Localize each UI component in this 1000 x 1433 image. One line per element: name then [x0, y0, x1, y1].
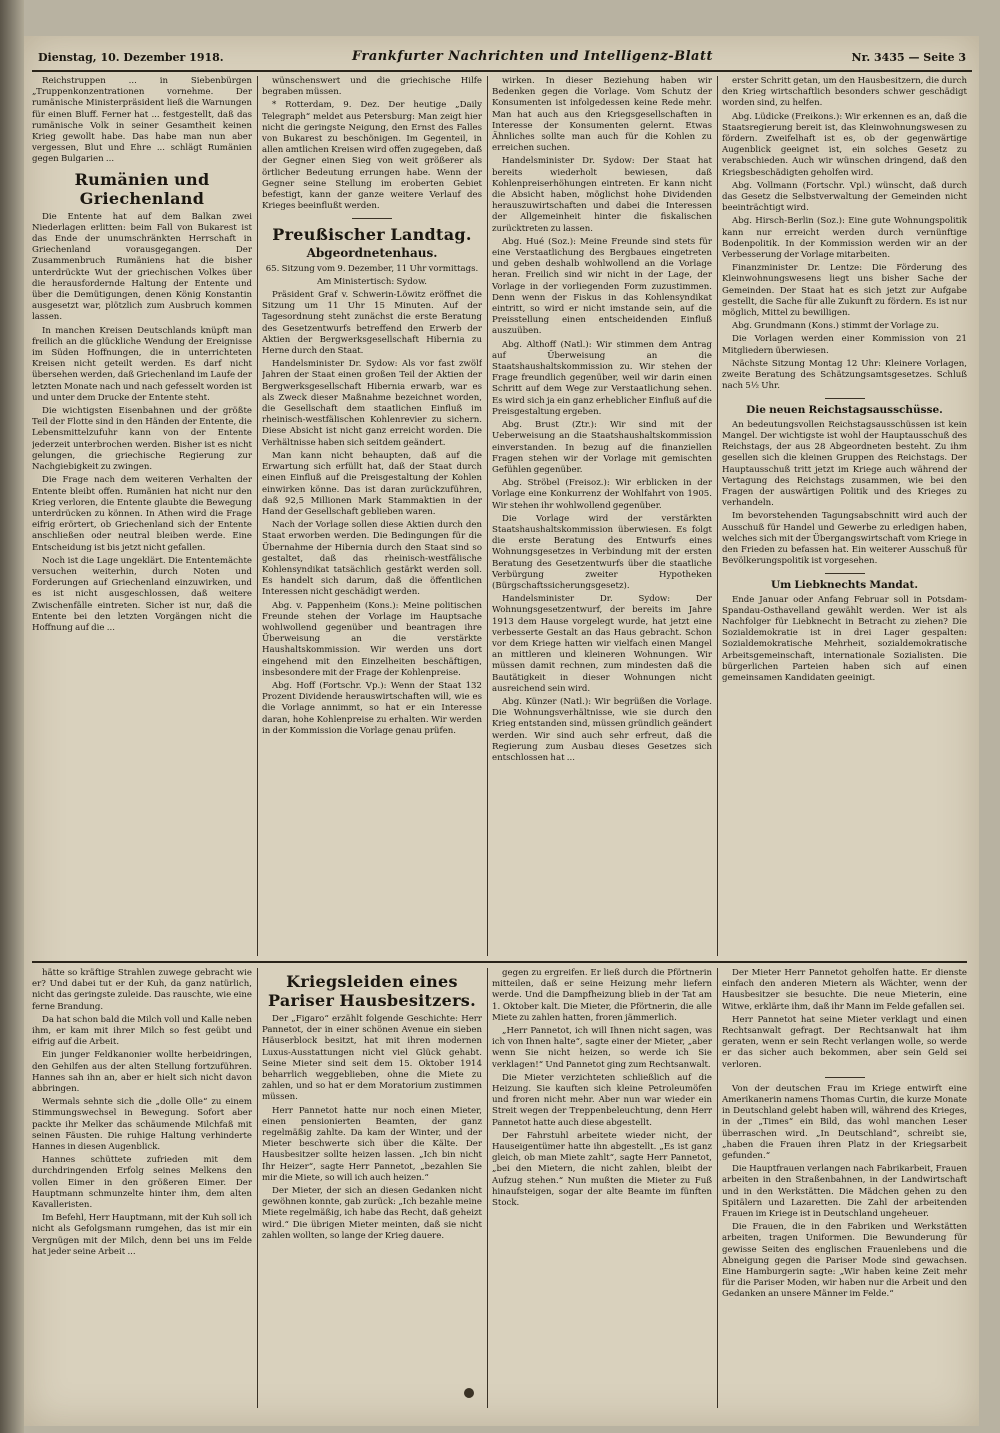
col3-paragraph: Abg. Hué (Soz.): Meine Freunde sind stets für eine Verstaatlichung des Bergbaues eingetreten und geben deshalb wohlwollend an die Vorlage heran. Freilich sind wir nicht in der Lage, der Vorlage in der vorliegenden Form zuzustimmen. Denn wenn der Fiskus in das Kohlensyndikat eintritt, so wird er nicht imstande sein, auf die Preisstellung einen entscheidenden Einfluß auszuüben.	[492, 236, 712, 337]
lower-col3-paragraph: Der Fahrstuhl arbeitete wieder nicht, der Hauseigentümer hatte ihn abgestellt. „Es ist ganz gleich, ob man Miete zahlt“, sagte Herr Pannetot, „bei den Mietern, die nicht zahlen, bleibt der Aufzug stehen.“ Nun mußten die Mieter zu Fuß hinaufsteigen, sogar der alte Beamte im fünften Stock.	[492, 1130, 712, 1209]
masthead	[32, 46, 972, 72]
lower-col1-paragraph: Hannes schüttete zufrieden mit dem durchdringenden Erfolg seines Melkens den vollen Eimer in den größeren Eimer. Der Hauptmann schmunzelte hinter ihm, dem alten Kavalleristen.	[32, 1155, 252, 1211]
masthead-page-number: Nr. 3435 — Seite 3	[851, 51, 966, 64]
col3-paragraph: Handelsminister Dr. Sydow: Der Wohnungsgesetzentwurf, der bereits im Jahre 1913 dem Hause vorgelegt wurde, hat jetzt eine verbesserte Gestalt an das Haus gebracht. Schon vor dem Kriege hatten wir vielfach einen Mangel an mittleren und kleineren Wohnungen. Wir müssen damit rechnen, zum mindesten daß die Bautätigkeit in dieser Wohnungen nicht ausreichend sein wird.	[492, 594, 712, 694]
col4-paragraph: Abg. Lüdicke (Freikons.): Wir erkennen es an, daß die Staatsregierung bereit ist, das Kleinwohnungswesen zu fördern. Zweifelhaft ist es, ob der gegenwärtige Augenblick geeignet ist, ein solches Gesetz zu verabschieden. Auch wir wünschen dringend, daß den Kriegsbeschädigten geholfen wird.	[722, 111, 967, 178]
col2-paragraph: Man kann nicht behaupten, daß auf die Erwartung sich erfüllt hat, daß der Staat durch einen Einfluß auf die Preisgestaltung der Kohlen einwirken könne. Das ist daran zurückzuführen, daß 92,5 Millionen Mark Stammaktien in der Hand der Gesellschaft geblieben waren.	[262, 450, 482, 517]
col4-paragraph: Abg. Grundmann (Kons.) stimmt der Vorlage zu.	[732, 321, 939, 332]
lower-col4-paragraph: Die Hauptfrauen verlangen nach Fabrikarbeit, Frauen arbeiten in den Straßenbahnen, in der Landwirtschaft und in den Werkstätten. Die Mädchen gehen zu den Spitälern und Lazaretten. Die Zahl der arbeitenden Frauen im Kriege ist in Deutschland ungeheuer.	[722, 1164, 967, 1220]
lower-col4-paragraph: Herr Pannetot hat seine Mieter verklagt und einen Rechtsanwalt gefragt. Der Rechtsanwalt hat ihm geraten, wenn er sein Recht verlangen wolle, so werde er das sicher auch bekommen, aber sein Geld sei verloren.	[722, 1014, 967, 1070]
col3-paragraph: Die Vorlage wird der verstärkten Staatshaushaltskommission überwiesen. Es folgt die erste Beratung des Entwurfs eines Wohnungsgesetzes in Verbindung mit der ersten Beratung des Gesetzentwurfs über die staatliche Verbürgung zweiter Hypotheken (Bürgschaftssicherungsgesetz).	[492, 513, 712, 591]
col2-dispatch: * Rotterdam, 9. Dez. Der heutige „Daily Telegraph“ meldet aus Petersburg: Man zeigt hier nicht die geringste Neigung, den Ernst des Falles von Bukarest zu beschönigen. Im Gegenteil, in allen amtlichen Kreisen wird offen zugegeben, daß der Gegner einen Sieg von weit größerer als örtlicher Bedeutung errungen habe. Wenn der Gegner seine Stellung im eroberten Gebiet befestigt, kann der ganze weitere Verlauf des Krieges beeinflußt werden.	[262, 100, 482, 212]
lower-col4-paragraph: Der Mieter Herr Pannetot geholfen hatte. Er dienste einfach den anderen Mietern als Wächter, wenn der Hausbesitzer sie besuchte. Die neue Mieterin, eine Witwe, erklärte ihm, daß ihr Mann im Felde gefallen sei.	[722, 968, 967, 1012]
lower-col1-paragraph: Im Befehl, Herr Hauptmann, mit der Kuh soll ich nicht als Gefolgsmann rumgehen, das ist mir ein Vergnügen mit der Milch, denn bei uns im Felde hat jeder seine Arbeit ...	[32, 1213, 252, 1257]
col3-paragraph: wirken. In dieser Beziehung haben wir Bedenken gegen die Vorlage. Vom Schutz der Konsumenten ist infolgedessen keine Rede mehr. Man hat auch aus den Kriegsgesellschaften in Interesse der Konsumenten gelernt. Etwas Ähnliches sollte man auch für die Kohlen zu erreichen suchen.	[492, 76, 712, 154]
column-rule	[487, 968, 488, 1408]
col3-paragraph: Handelsminister Dr. Sydow: Der Staat hat bereits wiederholt bewiesen, daß Kohlenpreiserhöhungen eintreten. Er kann nicht die Absicht haben, möglichst hohe Dividenden herauszuwirtschaften und dabei die Interessen der Allgemeinheit hinter die fiskalischen zurücktreten zu lassen.	[492, 156, 712, 234]
column-rule	[257, 76, 258, 956]
newspaper-page	[24, 36, 979, 1426]
masthead-date: Dienstag, 10. Dezember 1918.	[38, 51, 224, 64]
col4-paragraph: An bedeutungsvollen Reichstagsausschüssen ist kein Mangel. Der wichtigste ist wohl der Hauptausschuß des Reichstags, der aus 28 Abgeordneten besteht. Zu ihm gesellen sich die kleinen Gruppen des Reichstags. Der Hauptausschuß tritt jetzt im Kriege auch während der Vertagung des Reichstags zusammen, wie bei den Fragen der auswärtigen Politik und des Krieges zu verhandeln.	[722, 419, 967, 509]
column-rule	[257, 968, 258, 1408]
col3-paragraph: Abg. Brust (Ztr.): Wir sind mit der Ueberweisung an die Staatshaushaltskommission einverstanden. In bezug auf die finanziellen Fragen stehen wir der Vorlage mit gemischten Gefühlen gegenüber.	[492, 420, 712, 475]
col2-paragraph: Präsident Graf v. Schwerin-Löwitz eröffnet die Sitzung um 11 Uhr 15 Minuten. Auf der Tagesordnung steht zunächst die erste Beratung des Gesetzentwurfs betreffend den Erwerb der Aktien der Bergwerksgesellschaft Hibernia zu Herne durch den Staat.	[262, 290, 482, 357]
divider	[825, 573, 865, 574]
lower-col2-paragraph: Herr Pannetot hatte nur noch einen Mieter, einen pensionierten Beamten, der ganz regelmäßig zahlte. Da kam der Winter, und der Mieter beschwerte sich über die Kälte. Der Hausbesitzer sollte heizen lassen. „Ich bin nicht Ihr Heizer“, sagte Herr Pannetot, „bezahlen Sie mir die Miete, so will ich auch heizen.“	[262, 1105, 482, 1183]
lower-column-2	[262, 968, 482, 1408]
lower-column-1	[32, 968, 252, 1408]
upper-column-1	[32, 76, 252, 956]
col1-paragraph: Die wichtigsten Eisenbahnen und der größte Teil der Flotte sind in den Händen der Entente, die Lebensmittelzufuhr kann von der Entente jederzeit unterbrochen werden. Bisher ist es nicht gelungen, die griechische Regierung zur Nachgiebigkeit zu zwingen.	[32, 406, 252, 473]
col2-paragraph: Handelsminister Dr. Sydow: Als vor fast zwölf Jahren der Staat einen großen Teil der Aktien der Bergwerksgesellschaft Hibernia erwarb, war es als Zweck dieser Maßnahme bezeichnet worden, die Gesellschaft dem staatlichen Einfluß im rheinisch-westfälischen Kohlenrevier zu sichern. Diese Absicht ist nicht ganz erreicht worden. Die Verhältnisse haben sich seitdem geändert.	[262, 359, 482, 448]
divider	[352, 218, 392, 219]
col1-paragraph: In manchen Kreisen Deutschlands knüpft man freilich an die glückliche Wendung der Ereignisse im Süden Hoffnungen, die in unterrichteten Kreisen nicht geteilt werden. Es darf nicht übersehen werden, daß Griechenland im Laufe der letzten Monate nach und nach gefesselt worden ist und unter dem Drucke der Entente steht.	[32, 325, 252, 403]
col2-paragraph: Abg. v. Pappenheim (Kons.): Meine politischen Freunde stehen der Vorlage im Hauptsache wohlwollend gegenüber und beantragen ihre Überweisung an die verstärkte Haushaltskommission. Wir werden uns dort eingehend mit den Einzelheiten beschäftigen, insbesondere mit der Frage der Kohlenpreise.	[262, 600, 482, 678]
upper-column-2	[262, 76, 482, 956]
col4-paragraph: Die Vorlagen werden einer Kommission von 21 Mitgliedern überwiesen.	[722, 334, 967, 356]
divider	[825, 398, 865, 399]
col2-paragraph: Nach der Vorlage sollen diese Aktien durch den Staat erworben werden. Die Bedingungen für die Übernahme der Hibernia durch den Staat sind so gestaltet, daß das rheinisch-westfälische Kohlensyndikat tatsächlich gestärkt werden soll. Es handelt sich darum, daß die öffentlichen Interessen nicht geschädigt werden.	[262, 520, 482, 598]
col1-paragraph: Die Frage nach dem weiteren Verhalten der Entente bleibt offen. Rumänien hat nicht nur den Krieg verloren, die Entente glaubte die Bewegung unterdrücken zu können. In Athen wird die Frage eifrig erörtert, ob Griechenland sich der Entente anschließen oder neutral bleiben werde. Eine Entscheidung ist bis jetzt nicht gefallen.	[32, 475, 252, 553]
lower-col1-paragraph: hätte so kräftige Strahlen zuwege gebracht wie er? Und dabei tut er der Kuh, da ganz natürlich, nicht das geringste zuleide. Das rauschte, wie eine ferne Brandung.	[32, 968, 252, 1012]
col2-paragraph: Abg. Hoff (Fortschr. Vp.): Wenn der Staat 132 Prozent Dividende herauswirtschaften will, wie es die Vorlage annimmt, so hat er ein Interesse daran, hohe Kohlenpreise zu erhalten. Wir werden in der Kommission die Vorlage genau prüfen.	[262, 680, 482, 736]
col2-session: 65. Sitzung vom 9. Dezember, 11 Uhr vormittags.	[265, 263, 479, 274]
col4-paragraph: Finanzminister Dr. Lentze: Die Förderung des Kleinwohnungswesens liegt uns bisher Sache der Gemeinden. Der Staat hat es sich jetzt zur Aufgabe gestellt, die Sache für alle Zukunft zu fördern. Es ist nur möglich, Mittel zu bewilligen.	[722, 263, 967, 319]
col1-headline: Rumänien und Griechenland	[74, 169, 210, 208]
lower-headline: Kriegsleiden eines Pariser Hausbesitzers.	[267, 972, 476, 1010]
lower-col1-paragraph: Wermals sehnte sich die „dolle Olle“ zu einem Stimmungswechsel in Bewegung. Sofort aber packte ihr Melker das schäumende Milchfaß mit seinen Fäusten. Die ruhige Haltung verhinderte Hannes in diesen Augenblick.	[32, 1097, 252, 1153]
col3-paragraph: Abg. Althoff (Natl.): Wir stimmen dem Antrag auf Überweisung an die Staatshaushaltskommission zu. Wir stehen der Frage freundlich gegenüber, weil wir darin einen Schritt auf dem Wege zur Verstaatlichung sehen. Es wird sich ja ein ganz erheblicher Einfluß auf die Preisgestaltung ergeben.	[492, 339, 712, 417]
section-rule	[32, 961, 967, 963]
col4-paragraph: Abg. Hirsch-Berlin (Soz.): Eine gute Wohnungspolitik kann nur erreicht werden durch vernünftige Bodenpolitik. In der Kommission werden wir an der Verbesserung der Vorlage mitarbeiten.	[722, 216, 967, 261]
col4-paragraph: erster Schritt getan, um den Hausbesitzern, die durch den Krieg wirtschaftlich besonders schwer geschädigt worden sind, zu helfen.	[722, 76, 967, 109]
lower-col2-paragraph: Der Mieter, der sich an diesen Gedanken nicht gewöhnen konnte, gab zurück: „Ich bezahle meine Miete regelmäßig, ich habe das Recht, daß geheizt wird.“ Die übrigen Mieter meinten, daß sie nicht zahlen wollten, so lange der Krieg dauere.	[262, 1186, 482, 1241]
col4-paragraph: Im bevorstehenden Tagungsabschnitt wird auch der Ausschuß für Handel und Gewerbe zu erledigen haben, welches sich mit der Übergangswirtschaft vom Kriege in den Frieden zu befassen hat. Ein weiterer Ausschuß für Bevölkerungspolitik ist vorgesehen.	[722, 511, 967, 567]
lower-col4-paragraph: Die Frauen, die in den Fabriken und Werkstätten arbeiten, tragen Uniformen. Die Bewunderung für gewisse Seiten des englischen Frauenlebens und die Abneigung gegen die Pariser Mode sind gewachsen. Eine Hamburgerin sagte: „Wir haben keine Zeit mehr für die Pariser Moden, wir haben nur die Arbeit und den Gedanken an unsere Männer im Felde.“	[722, 1222, 967, 1300]
upper-column-4	[722, 76, 967, 956]
lower-col3-paragraph: Die Mieter verzichteten schließlich auf die Heizung. Sie kauften sich kleine Petroleumöfen und froren nicht mehr. Aber nun war wieder ein Streit wegen der Treppenbeleuchtung, denn Herr Pannetot hatte auch diese abgestellt.	[492, 1072, 712, 1128]
col4-headline-liebknecht: Um Liebknechts Mandat.	[770, 579, 919, 592]
col1-paragraph: Noch ist die Lage ungeklärt. Die Ententemächte versuchen weiterhin, durch Noten und Forderungen auf Griechenland einzuwirken, und es ist nicht ausgeschlossen, daß weitere Zwischenfälle eintreten. Sicher ist nur, daß die Entente bei den letzten Vorgängen nicht die Hoffnung auf die ...	[32, 555, 252, 633]
lower-col3-paragraph: gegen zu ergreifen. Er ließ durch die Pförtnerin mitteilen, daß er seine Heizung mehr liefern werde. Und die Dampfheizung blieb in der Tat am 1. Oktober kalt. Die Mieter, die Pförtnerin, die alle Miete zu zahlen hatten, froren jämmerlich.	[492, 968, 712, 1023]
lower-column-4	[722, 968, 967, 1408]
col2-headline: Preußischer Landtag.	[272, 225, 472, 245]
col1-intro: Reichstruppen ... in Siebenbürgen „Truppenkonzentrationen vornehme. Der rumänische Ministerpräsident ließ die Warnungen für einen Bluff. Ferner hat ... festgestellt, daß das rumänische Volk in seiner Gesamtheit keinen Krieg gewollt habe. Das habe man nun aber vergessen, Blut und Ehre ... schlägt Rumänien gegen Bulgarien ...	[32, 76, 252, 165]
ink-blot-mark	[464, 1388, 474, 1398]
col4-paragraph: Nächste Sitzung Montag 12 Uhr: Kleinere Vorlagen, zweite Beratung des Schätzungsamtsgesetzes. Schluß nach 5½ Uhr.	[722, 358, 967, 392]
upper-column-3	[492, 76, 712, 956]
lower-col4-paragraph: Von der deutschen Frau im Kriege entwirft eine Amerikanerin namens Thomas Curtin, die kurze Monate in Deutschland gelebt haben will, während des Krieges, in der „Times“ ein Bild, das wohl manchen Leser überraschen wird. „In Deutschland“, schreibt sie, „haben die Frauen ihren Platz in der Kriegsarbeit gefunden.“	[722, 1083, 967, 1162]
col3-paragraph: Abg. Ströbel (Freisoz.): Wir erblicken in der Vorlage eine Konkurrenz der Wohlfahrt von 1905. Wir stehen ihr wohlwollend gegenüber.	[492, 478, 712, 511]
col4-paragraph: Abg. Vollmann (Fortschr. Vpl.) wünscht, daß durch das Gesetz die Selbstverwaltung der Gemeinden nicht beeinträchtigt wird.	[722, 180, 967, 214]
lower-column-3	[492, 968, 712, 1408]
lower-col1-paragraph: Ein junger Feldkanonier wollte herbeidringen, den Gehilfen aus der alten Stellung fortzuführen. Hannes sah ihn an, aber er hielt sich nicht davon abbringen.	[32, 1050, 252, 1095]
lower-col3-paragraph: „Herr Pannetot, ich will Ihnen nicht sagen, was ich von Ihnen halte“, sagte einer der Mieter, „aber wenn Sie nicht heizen, so werde ich Sie verklagen!“ Und Pannetot ging zum Rechtsanwalt.	[492, 1026, 712, 1070]
col4-paragraph: Ende Januar oder Anfang Februar soll in Potsdam-Spandau-Osthavelland gewählt werden. Wer ist als Nachfolger für Liebknecht in Betracht zu ziehen? Die Sozialdemokratie ist in drei Lager gespalten: Sozialdemokratische Mehrheit, sozialdemokratische Arbeitsgemeinschaft, internationale Sozialisten. Die bürgerlichen Parteien haben sich auf einen gemeinsamen Kandidaten geeinigt.	[722, 594, 967, 683]
col3-paragraph: Abg. Künzer (Natl.): Wir begrüßen die Vorlage. Die Wohnungsverhältnisse, wie sie durch den Krieg entstanden sind, müssen gründlich geändert werden. Wir sind auch sehr erfreut, daß die Regierung zum Ausbau dieses Gesetzes sich entschlossen hat ...	[492, 696, 712, 763]
column-rule	[717, 968, 718, 1408]
col2-ministry: Am Ministertisch: Sydow.	[316, 276, 428, 287]
lower-col1-paragraph: Da hat schon bald die Milch voll und Kalle neben ihm, er kam mit ihrer Milch so fest geübt und eifrig auf die Arbeit.	[32, 1014, 252, 1048]
book-gutter	[0, 0, 24, 1433]
lower-col2-paragraph: Der „Figaro“ erzählt folgende Geschichte: Herr Pannetot, der in einer schönen Avenue ein sieben Häuserblock besitzt, hat mit ihren modernen Luxus-Ausstattungen nicht viel Glück gehabt. Seine Mieter sind seit dem 15. Oktober 1914 beharrlich weggeblieben, ohne die Miete zu zahlen, und so hat er dem Moratorium zustimmen müssen.	[262, 1014, 482, 1103]
divider	[825, 1077, 865, 1078]
col1-paragraph: Die Entente hat auf dem Balkan zwei Niederlagen erlitten: beim Fall von Bukarest ist das Ende der unumschränkten Herrschaft in Griechenland vorausgegangen. Der Zusammenbruch Rumäniens hat die bisher unterdrückte Wut der griechischen Volkes über die herausfordernde Haltung der Entente und über die Demütigungen, denen König Konstantin ausgesetzt war, plötzlich zum Ausbruch kommen lassen.	[32, 211, 252, 323]
col2-subhead: Abgeordnetenhaus.	[306, 246, 438, 261]
col2-intro: wünschenswert und die griechische Hilfe begraben müssen.	[262, 76, 482, 98]
col4-headline-reichstag: Die neuen Reichstagsausschüsse.	[746, 404, 943, 417]
masthead-title: Frankfurter Nachrichten und Intelligenz-Blatt	[352, 49, 713, 64]
column-rule	[717, 76, 718, 956]
column-rule	[487, 76, 488, 956]
